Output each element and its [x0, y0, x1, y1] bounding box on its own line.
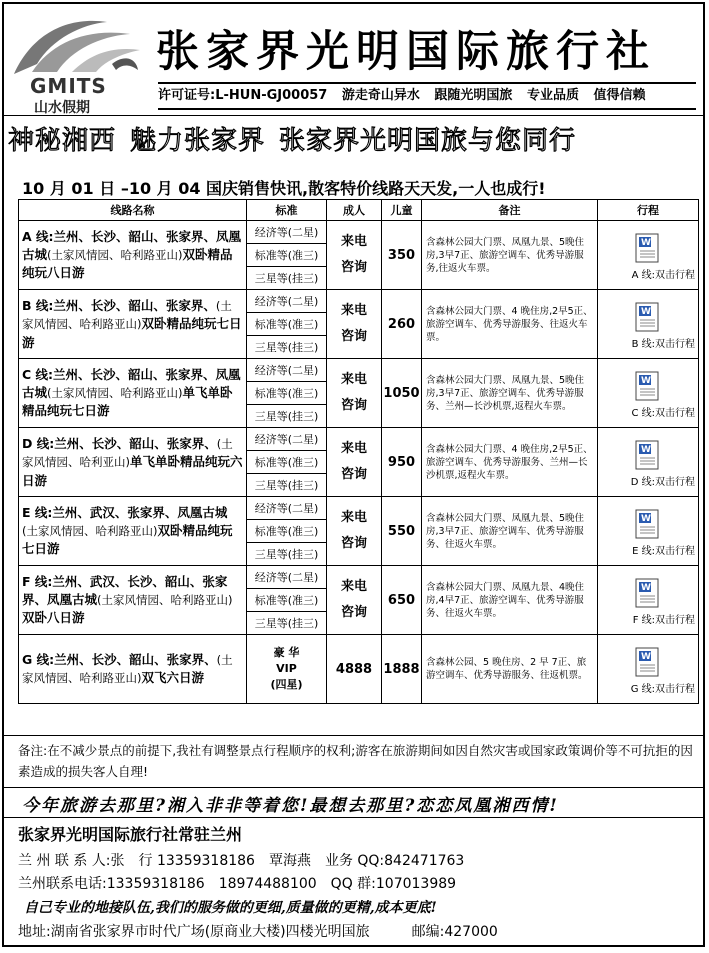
col-header-child: 儿童 — [382, 200, 422, 221]
adult-call-line: 咨询 — [340, 260, 367, 275]
route-name-tail: 双飞六日游 — [141, 670, 205, 685]
logo-subtitle: 山水假期 — [34, 100, 90, 116]
word-document-icon[interactable] — [631, 439, 665, 473]
vip-line: 豪 华 — [273, 646, 300, 659]
route-table — [18, 199, 699, 704]
route-name-main: A 线:兰州、长沙、韶山、张家界、凤凰古城 — [22, 229, 242, 262]
service-slogan: 自己专业的地接队伍,我们的服务做的更细,质量做的更精,成本更底! — [24, 900, 437, 916]
header — [4, 4, 703, 115]
svg-text:W: W — [641, 237, 651, 248]
route-standard: 三星等(挂三) — [247, 336, 327, 359]
adult-call-line: 咨询 — [340, 467, 367, 482]
child-price: 350 — [382, 221, 422, 290]
svg-text:W: W — [641, 375, 651, 386]
route-name-sub: (土家风情园、哈利亚山) — [22, 436, 233, 470]
word-document-icon[interactable] — [631, 232, 665, 266]
contact-person: 兰 州 联 系 人:张 行 13359318186 覃海燕 业务 QQ:842471763 — [18, 853, 465, 869]
route-name-main: C 线:兰州、长沙、韶山、张家界、凤凰古城 — [22, 367, 241, 400]
child-price: 650 — [382, 566, 422, 635]
route-standard: 经济等(二星) — [247, 566, 327, 589]
child-price: 950 — [382, 428, 422, 497]
adult-call-line: 咨询 — [340, 398, 367, 413]
flyer-page — [2, 2, 705, 947]
route-body — [19, 221, 699, 635]
slogan-part: 张家界光明国旅与您同行 — [279, 126, 577, 156]
route-note: 含森林公园大门票、凤凰九景、5晚住房,3早7正、旅游空调车、优秀导游服务、兰州—长沙机票,返程火车票。 — [422, 359, 598, 428]
adult-call-line: 来电 — [340, 303, 367, 318]
route-standard: 标准等(准三) — [247, 589, 327, 612]
itinerary-cell[interactable] — [598, 497, 699, 566]
word-document-icon[interactable] — [631, 508, 665, 542]
route-standard: 标准等(准三) — [247, 382, 327, 405]
route-note: 含森林公园大门票、4 晚住房,2早5正、旅游空调车、优秀导游服务、往返火车票。 — [422, 290, 598, 359]
route-name-sub: (土家风情园、哈利路亚山) — [47, 385, 183, 400]
route-name-main: D 线:兰州、长沙、韶山、张家界、 — [22, 435, 217, 451]
table-row — [19, 221, 699, 244]
route-name — [19, 635, 247, 704]
divider — [4, 787, 703, 788]
divider — [4, 115, 703, 116]
route-standard: 经济等(二星) — [247, 359, 327, 382]
slogan-part: 魅力张家界 — [130, 126, 266, 156]
word-document-icon[interactable] — [631, 646, 665, 680]
svg-text:W: W — [641, 651, 651, 662]
svg-text:W: W — [641, 513, 651, 524]
itinerary-link[interactable]: G 线:双击行程 — [630, 683, 695, 695]
child-price: 260 — [382, 290, 422, 359]
divider — [4, 817, 703, 818]
itinerary-cell[interactable] — [598, 290, 699, 359]
route-name-tail: 单飞单卧精品纯玩六日游 — [22, 454, 243, 488]
route-standard: 经济等(二星) — [247, 290, 327, 313]
itinerary-link[interactable]: F 线:双击行程 — [632, 614, 695, 626]
route-standard: 三星等(挂三) — [247, 267, 327, 290]
license-bar — [158, 82, 696, 110]
route-name-main: B 线:兰州、长沙、韶山、张家界、 — [22, 297, 216, 313]
word-document-icon[interactable] — [631, 370, 665, 404]
table-row — [19, 359, 699, 382]
route-name-tail: 单飞单卧精品纯玩七日游 — [22, 384, 233, 419]
svg-text:W: W — [641, 444, 651, 455]
route-standard: 经济等(二星) — [247, 428, 327, 451]
route-standard: 标准等(准三) — [247, 520, 327, 543]
route-name-sub: (土家风情园、哈利路亚山) — [97, 592, 233, 607]
route-standard: 经济等(二星) — [247, 497, 327, 520]
company-name: 张家界光明国际旅行社 — [156, 27, 656, 77]
itinerary-cell[interactable] — [598, 359, 699, 428]
word-document-icon[interactable] — [631, 301, 665, 335]
itinerary-link[interactable]: B 线:双击行程 — [631, 338, 695, 350]
word-document-icon[interactable] — [631, 577, 665, 611]
itinerary-cell[interactable] — [598, 566, 699, 635]
route-standard-vip — [247, 635, 327, 704]
tagline: 值得信赖 — [593, 88, 646, 103]
route-standard: 经济等(二星) — [247, 221, 327, 244]
route-name-main: E 线:兰州、武汉、张家界、凤凰古城 — [22, 505, 228, 521]
svg-text:W: W — [641, 306, 651, 317]
itinerary-cell[interactable] — [598, 221, 699, 290]
col-header-note: 备注 — [422, 200, 598, 221]
adult-call-line: 来电 — [340, 579, 367, 594]
mountain-logo-icon — [12, 14, 144, 80]
tagline: 游走奇山异水 — [341, 88, 420, 103]
promo-headline: 10 月 01 日 –10 月 04 国庆销售快讯,散客特价线路天天发,一人也成行! — [22, 179, 546, 198]
route-name-main: G 线:兰州、长沙、韶山、张家界、 — [22, 651, 217, 667]
outlined-slogan — [8, 120, 703, 164]
child-price: 550 — [382, 497, 422, 566]
route-note: 含森林公园、5 晚住房、2 早 7正、旅游空调车、优秀导游服务、往返机票。 — [422, 635, 598, 704]
route-g-body — [19, 635, 699, 704]
itinerary-cell[interactable] — [598, 635, 699, 704]
address: 地址:湖南省张家界市时代广场(原商业大楼)四楼光明国旅 邮编:427000 — [18, 924, 498, 940]
route-name — [19, 497, 247, 566]
adult-price — [327, 566, 382, 635]
slogan-part: 神秘湘西 — [8, 126, 117, 156]
tagline: 专业品质 — [526, 88, 579, 103]
table-row — [19, 566, 699, 589]
route-standard: 标准等(准三) — [247, 244, 327, 267]
route-name-sub: (土家风情园、哈利路亚山) — [22, 652, 233, 685]
route-name — [19, 221, 247, 290]
route-standard: 三星等(挂三) — [247, 405, 327, 428]
route-standard: 标准等(准三) — [247, 451, 327, 474]
route-name — [19, 359, 247, 428]
route-standard: 标准等(准三) — [247, 313, 327, 336]
adult-call-line: 来电 — [340, 234, 367, 249]
col-header-adult: 成人 — [327, 200, 382, 221]
route-standard: 三星等(挂三) — [247, 612, 327, 635]
col-header-standard: 标准 — [247, 200, 327, 221]
contact-phone: 兰州联系电话:13359318186 18974488100 QQ 群:107013989 — [18, 876, 457, 892]
adult-price — [327, 221, 382, 290]
adult-call-line: 咨询 — [340, 329, 367, 344]
itinerary-link[interactable]: C 线:双击行程 — [631, 407, 695, 419]
table-row — [19, 428, 699, 451]
license-number: 许可证号:L-HUN-GJ00057 — [158, 88, 328, 103]
route-note: 含森林公园大门票、凤凰九景、5晚住房,3早7正、旅游空调车、优秀导游服务,往返火车票。 — [422, 221, 598, 290]
company-logo — [12, 14, 144, 116]
table-row — [19, 497, 699, 520]
route-name-sub: (土家风情园、哈利路亚山) — [22, 523, 158, 538]
remarks: 备注:在不减少景点的前提下,我社有调整景点行程顺序的权利;游客在旅游期间如因自然灾害或国家政策调价等不可抗拒的因素造成的损失客人自理! — [18, 743, 693, 779]
itinerary-link[interactable]: D 线:双击行程 — [630, 476, 695, 488]
route-name-sub: (土家风情园、哈利路亚山) — [22, 298, 232, 332]
table-row — [19, 290, 699, 313]
route-name-tail: 双卧精品纯玩八日游 — [22, 246, 233, 281]
tagline: 跟随光明国旅 — [434, 88, 513, 103]
route-name — [19, 290, 247, 359]
itinerary-link[interactable]: E 线:双击行程 — [632, 545, 695, 557]
adult-price — [327, 428, 382, 497]
col-header-itinerary: 行程 — [598, 200, 699, 221]
route-name-tail: 双卧精品纯玩七日游 — [22, 522, 233, 557]
table-header-row — [19, 200, 699, 221]
route-note: 含森林公园大门票、凤凰九景、5晚住房,3早7正、旅游空调车、优秀导游服务、往返火车票。 — [422, 497, 598, 566]
route-name — [19, 566, 247, 635]
svg-text:W: W — [641, 582, 651, 593]
adult-price: 4888 — [327, 635, 382, 704]
divider — [4, 735, 703, 736]
child-price: 1888 — [382, 635, 422, 704]
route-name-sub: (土家风情园、哈利路亚山) — [47, 247, 183, 262]
adult-call-line: 咨询 — [340, 605, 367, 620]
adult-call-line: 来电 — [340, 372, 367, 387]
vip-line: (四星) — [270, 678, 303, 691]
route-note: 含森林公园大门票、凤凰九景、4晚住房,4早7正、旅游空调车、优秀导游服务、往返火车票。 — [422, 566, 598, 635]
table-row — [19, 635, 699, 704]
adult-price — [327, 497, 382, 566]
adult-price — [327, 290, 382, 359]
logo-text: GMITS — [30, 74, 107, 98]
itinerary-cell[interactable] — [598, 428, 699, 497]
route-name — [19, 428, 247, 497]
col-header-route: 线路名称 — [19, 200, 247, 221]
route-name-tail: 双卧八日游 — [22, 610, 85, 626]
child-price: 1050 — [382, 359, 422, 428]
travel-slogan: 今年旅游去那里?湘入非非等着您!最想去那里?恋恋凤凰湘西情! — [22, 796, 559, 816]
route-standard: 三星等(挂三) — [247, 474, 327, 497]
vip-line: VIP — [276, 662, 297, 675]
office-title: 张家界光明国际旅行社常驻兰州 — [18, 825, 243, 844]
adult-call-line: 来电 — [340, 510, 367, 525]
route-name-tail: 双卧精品纯玩七日游 — [22, 316, 242, 350]
itinerary-link[interactable]: A 线:双击行程 — [631, 269, 695, 281]
adult-call-line: 咨询 — [340, 536, 367, 551]
route-name-main: F 线:兰州、武汉、长沙、韶山、张家界、凤凰古城 — [22, 574, 228, 607]
route-note: 含森林公园大门票、4 晚住房,2早5正、旅游空调车、优秀导游服务、兰州—长沙机票,返程火车票。 — [422, 428, 598, 497]
adult-price — [327, 359, 382, 428]
adult-call-line: 来电 — [340, 441, 367, 456]
route-standard: 三星等(挂三) — [247, 543, 327, 566]
